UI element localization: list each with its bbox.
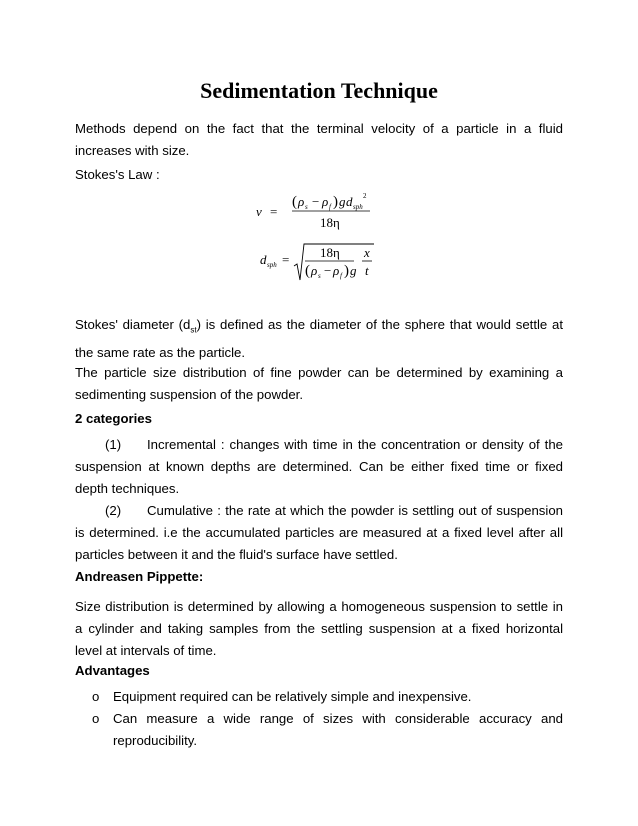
eq2-rho-f: ρ [333,263,340,278]
eq1-paren-close: ) [333,194,338,210]
eq1-minus: − [312,194,320,209]
eq2-paren-open: ( [305,263,310,279]
eq2-x: x [364,245,370,260]
eq1-rho-f: ρ [322,194,329,209]
eq1-g: g [339,194,346,209]
eq2-g: g [350,263,357,278]
bullet-icon: o [92,711,100,726]
stokes-diameter-equation [258,240,378,284]
intro-paragraph: Methods depend on the fact that the terminal velocity of a particle in a fluid increases with size. [75,121,563,158]
eq2-numerator: 18η [320,245,340,260]
eq1-v: v [256,204,262,219]
eq1-sub-sph: sph [353,203,363,211]
stokes-diameter-paragraph [75,314,563,364]
eq2-t: t [365,263,369,278]
stokes-law-label: Stokes's Law : [75,167,160,182]
andreasen-paragraph: Size distribution is determined by allowing a homogeneous suspension to settle in a cylinder and taking samples from the settling suspension at a fixed horizontal level at intervals of time. [75,599,563,658]
eq2-paren-close: ) [344,263,349,279]
category-2-number: (2) [105,503,122,518]
advantage-text: Equipment required can be relatively simple and inexpensive. [113,689,472,704]
eq1-d: d [346,194,353,209]
eq2-equals: = [282,252,290,267]
eq2-rho-s: ρ [311,263,318,278]
stokes-diameter-before: Stokes' diameter (d [75,317,191,332]
stokes-velocity-equation [250,188,380,234]
bullet-icon: o [92,689,100,704]
list-item [92,708,563,752]
category-2 [75,500,563,566]
list-item [92,686,563,708]
eq1-equals: = [270,204,278,219]
stokes-diameter-after: ) is defined as the diameter of the sphere that would settle at the same rate as the particle. [75,317,563,360]
categories-heading: 2 categories [75,411,152,426]
eq1-sub-f: f [329,203,331,211]
category-1 [75,434,563,500]
advantages-heading: Advantages [75,663,150,678]
andreasen-heading: Andreasen Pippette: [75,569,204,584]
advantage-text: Can measure a wide range of sizes with considerable accuracy and reproducibility. [113,711,563,748]
eq1-sub-s: s [305,203,308,211]
eq1-rho-s: ρ [298,194,305,209]
category-2-text: Cumulative : the rate at which the powder is settling out of suspension is determined. i.e the accumulated particles are measured at a fixed level after all particles between it and the fluid's surface have settled. [75,503,563,562]
category-1-text: Incremental : changes with time in the concentration or density of the suspension at known depths are determined. Can be either fixed time or fixed depth techniques. [75,437,563,496]
eq1-exp: 2 [363,192,367,200]
eq1-paren-open: ( [292,194,297,210]
advantages-list [92,686,563,752]
eq2-d: d [260,252,267,267]
eq2-sub-s: s [318,272,321,280]
category-1-number: (1) [105,437,122,452]
eq1-denominator: 18η [320,215,340,230]
psd-paragraph: The particle size distribution of fine powder can be determined by examining a sedimenting suspension of the powder. [75,365,563,402]
eq2-minus: − [324,263,332,278]
eq2-sub-f: f [340,272,342,280]
eq2-sub: sph [267,261,277,269]
page-title: Sedimentation Technique [200,78,438,103]
stokes-diameter-sub: st [190,325,197,335]
